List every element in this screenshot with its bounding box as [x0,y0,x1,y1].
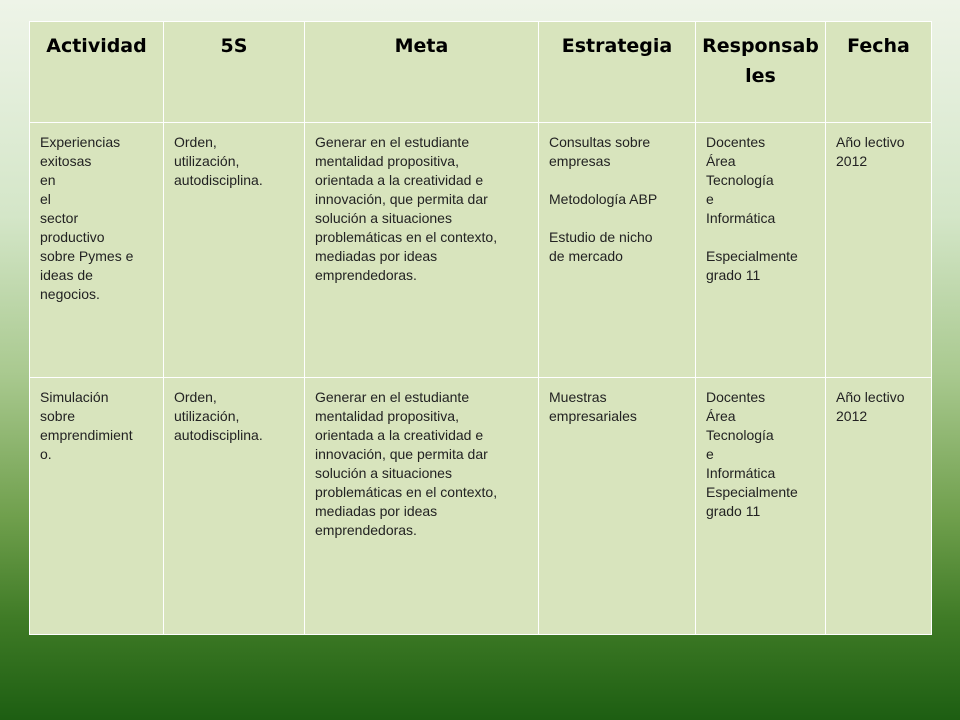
cell-line: sobre [40,408,76,424]
cell-line: Informática [706,465,776,481]
cell-line: solución a situaciones [315,210,452,226]
cell-line: ideas de [40,267,93,283]
cell-meta [305,378,539,635]
cell-line: Consultas sobre [549,134,651,150]
cell-line: Año lectivo [836,389,905,405]
cell-line: autodisciplina. [174,427,263,443]
cell-line: Orden, [174,134,217,150]
cell-line: Área [706,408,736,424]
cell-line: empresas [549,153,611,169]
cell-estrategia [539,378,696,635]
cell-line: Orden, [174,389,217,405]
cell-line: de mercado [549,248,623,264]
cell-line: 2012 [836,153,868,169]
cell-line: emprendedoras. [315,267,417,283]
cell-line: sobre Pymes e [40,248,134,264]
header-responsables: Responsables [696,22,826,123]
cell-line: productivo [40,229,105,245]
cell-line: emprendedoras. [315,522,417,538]
cell-fecha [826,378,932,635]
cell-line: mediadas por ideas [315,248,438,264]
cell-line: el [40,191,51,207]
cell-line: Especialmente [706,248,798,264]
cell-line: orientada a la creatividad e [315,172,484,188]
table-row [30,123,932,378]
cell-line: autodisciplina. [174,172,263,188]
cell-line: en [40,172,56,188]
cell-line: Experiencias [40,134,121,150]
cell-line: mediadas por ideas [315,503,438,519]
cell-line: Especialmente [706,484,798,500]
line-gap [549,209,687,228]
cell-line: Informática [706,210,776,226]
cell-meta [305,123,539,378]
cell-line: Simulación [40,389,109,405]
cell-actividad [30,378,164,635]
header-actividad: Actividad [30,22,164,123]
cell-5s [164,123,305,378]
cell-line: Tecnología [706,172,774,188]
header-meta: Meta [305,22,539,123]
cell-line: Docentes [706,389,766,405]
cell-line: Área [706,153,736,169]
cell-line: mentalidad propositiva, [315,153,459,169]
cell-line: empresariales [549,408,637,424]
cell-line: solución a situaciones [315,465,452,481]
cell-line: grado 11 [706,503,761,519]
cell-line: innovación, que permita dar [315,191,488,207]
cell-line: e [706,191,714,207]
cell-responsables [696,123,826,378]
table-header-row [30,22,932,123]
header-5s: 5S [164,22,305,123]
activity-plan-table [29,21,932,635]
cell-line: Generar en el estudiante [315,389,470,405]
cell-fecha [826,123,932,378]
cell-line: utilización, [174,408,240,424]
cell-line: e [706,446,714,462]
cell-line: Estudio de nicho [549,229,653,245]
cell-line: emprendimient [40,427,133,443]
cell-line: Docentes [706,134,766,150]
cell-line: mentalidad propositiva, [315,408,459,424]
cell-line: Tecnología [706,427,774,443]
cell-line: negocios. [40,286,100,302]
cell-line: sector [40,210,79,226]
table-row [30,378,932,635]
cell-line: problemáticas en el contexto, [315,229,498,245]
line-gap [706,228,817,247]
cell-line: exitosas [40,153,92,169]
cell-line: Año lectivo [836,134,905,150]
cell-line: problemáticas en el contexto, [315,484,498,500]
cell-line: Muestras [549,389,607,405]
cell-line: 2012 [836,408,868,424]
cell-actividad [30,123,164,378]
header-estrategia: Estrategia [539,22,696,123]
cell-line: o. [40,446,52,462]
header-fecha: Fecha [826,22,932,123]
cell-estrategia [539,123,696,378]
line-gap [549,171,687,190]
cell-responsables [696,378,826,635]
cell-line: Metodología ABP [549,191,658,207]
cell-line: Generar en el estudiante [315,134,470,150]
cell-line: utilización, [174,153,240,169]
cell-line: innovación, que permita dar [315,446,488,462]
cell-5s [164,378,305,635]
cell-line: grado 11 [706,267,761,283]
cell-line: orientada a la creatividad e [315,427,484,443]
